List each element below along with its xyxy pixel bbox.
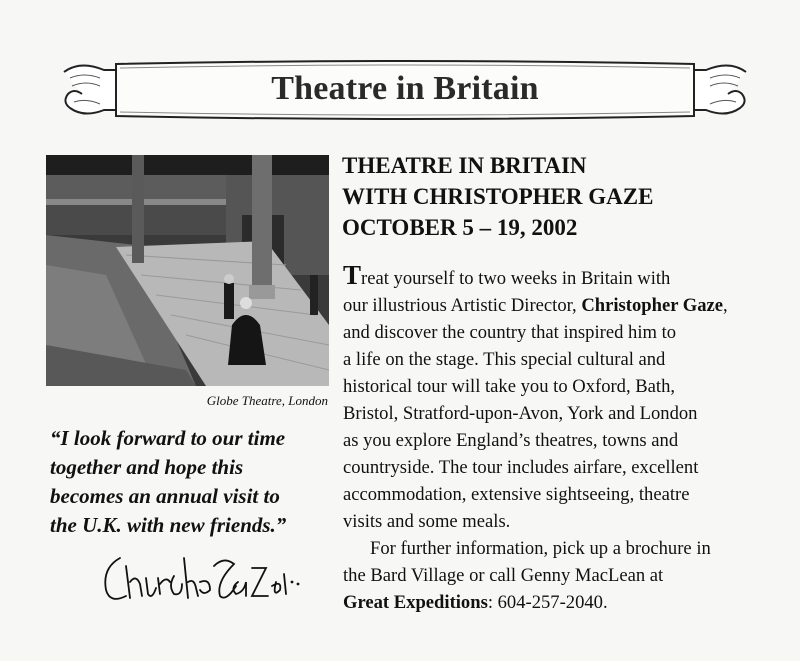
article-headline — [342, 150, 762, 243]
photo-caption: Globe Theatre, London — [206, 393, 328, 408]
body-text: our illustrious Artistic Director, — [343, 295, 582, 316]
body-line: a life on the stage. This special cultural and — [343, 349, 666, 370]
body-line: the Bard Village or call Genny MacLean at — [343, 565, 664, 586]
drop-cap: T — [343, 260, 362, 290]
body-line — [343, 292, 763, 319]
headline-line: WITH CHRISTOPHER GAZE — [342, 184, 654, 209]
globe-theatre-photo — [46, 155, 329, 386]
phone-number: : 604-257-2040. — [487, 592, 608, 613]
body-line — [343, 262, 763, 292]
body-text: , — [723, 295, 728, 316]
body-text: reat yourself to two weeks in Britain with — [361, 268, 671, 289]
company-name: Great Expeditions — [343, 592, 488, 613]
title-banner — [60, 58, 750, 124]
quote-line: the U.K. with new friends.” — [50, 513, 287, 537]
quote-line: becomes an annual visit to — [50, 484, 280, 508]
contact-line — [343, 589, 763, 616]
quote-line: together and hope this — [50, 455, 244, 479]
handwritten-signature — [96, 538, 306, 623]
headline-line: THEATRE IN BRITAIN — [342, 153, 587, 178]
quote-line: “I look forward to our time — [50, 426, 286, 450]
pull-quote — [50, 424, 330, 540]
article-body — [343, 262, 763, 616]
body-line: Bristol, Stratford-upon-Avon, York and London — [343, 403, 698, 424]
theatre-stage-image — [46, 155, 329, 386]
body-line: and discover the country that inspired him to — [343, 322, 677, 343]
director-name: Christopher Gaze — [581, 295, 724, 316]
body-line: historical tour will take you to Oxford, Bath, — [343, 376, 676, 397]
banner-title: Theatre in Britain — [271, 70, 539, 107]
body-line: as you explore England’s theatres, towns and — [343, 430, 679, 451]
body-line: visits and some meals. — [343, 511, 511, 532]
headline-line: OCTOBER 5 – 19, 2002 — [342, 215, 578, 240]
body-line: For further information, pick up a brochure in — [370, 538, 711, 559]
body-line: countryside. The tour includes airfare, excellent — [343, 457, 699, 478]
body-line: accommodation, extensive sightseeing, theatre — [343, 484, 690, 505]
